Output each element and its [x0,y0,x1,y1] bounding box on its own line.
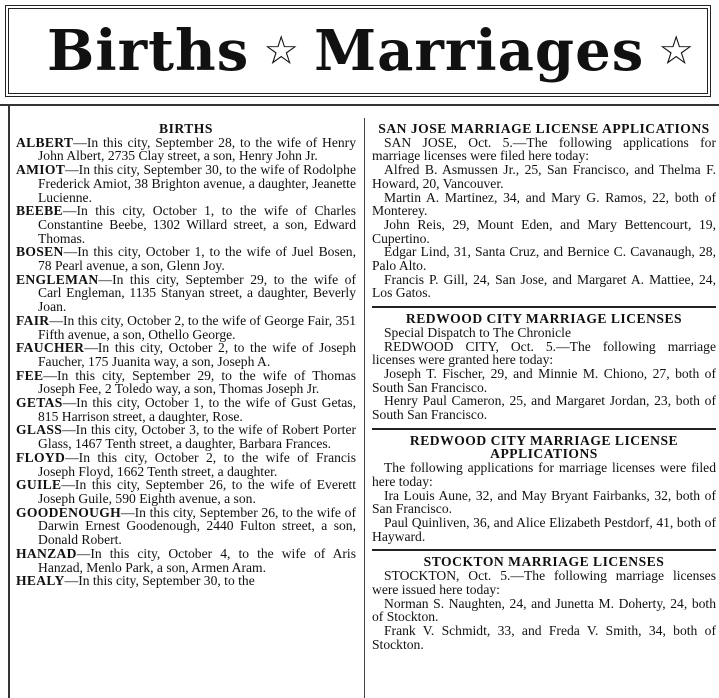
redwood-applications-heading: REDWOOD CITY MARRIAGE LICENSE APPLICATIONS [409,432,679,462]
birth-entry [16,423,356,450]
birth-entry [16,451,356,478]
birth-text: —In this city, September 26, to the wife of Everett Joseph Guile, 590 Eighth avenue, a son. [38,477,356,506]
birth-surname: AMIOT [16,162,66,178]
star-icon: ☆ [658,28,696,74]
birth-text: —In this city, September 29, to the wife of Thomas Joseph Fee, 2 Toledo way, a son, Thomas Joseph Jr. [38,367,356,397]
birth-surname: ENGLEMAN [16,271,99,287]
birth-entry [16,163,356,204]
license-item: Martin A. Martinez, 34, and Mary G. Ramos, 22, both of Monterey. [372,189,716,219]
birth-text: —In this city, October 1, to the wife of Charles Constantine Beebe, 1302 Willard street, a son, Edward Thomas. [38,203,356,246]
birth-text: —In this city, October 2, to the wife of George Fair, 351 Fifth avenue, a son, Othello George. [38,312,356,342]
redwood-applications-intro: The following applications for marriage licenses were filed here today: [372,460,716,489]
birth-surname: FEE [16,367,44,383]
license-item: Henry Paul Cameron, 25, and Margaret Jordan, 23, both of South San Francisco. [372,393,716,423]
births-heading: BIRTHS [159,121,213,136]
birth-entry [16,273,356,314]
license-item: Francis P. Gill, 24, San Jose, and Margaret A. Mattiee, 24, Los Gatos. [372,271,716,301]
birth-entry [16,314,356,341]
birth-surname: FAIR [16,312,50,328]
stockton-items [372,597,716,652]
birth-entry [16,369,356,396]
licenses-column [372,122,716,657]
birth-surname: HANZAD [16,545,77,561]
column-separator [364,118,365,698]
license-item: Edgar Lind, 31, Santa Cruz, and Bernice C. Cavanaugh, 28, Palo Alto. [372,244,716,274]
births-column [16,122,356,588]
birth-surname: FLOYD [16,449,66,465]
birth-surname: GOODENOUGH [16,504,121,520]
birth-entry [16,136,356,163]
birth-entry [16,506,356,547]
redwood-licenses-items [372,367,716,422]
license-item: Norman S. Naughten, 24, and Junetta M. Doherty, 24, both of Stockton. [372,595,716,625]
left-rule [8,104,10,698]
birth-text: —In this city, October 1, to the wife of Juel Bosen, 78 Pearl avenue, a son, Glenn Joy. [38,244,356,274]
birth-text: —In this city, September 30, to the wife of Rodolphe Frederick Amiot, 38 Brighton avenue, a daughter, Jeanette Lucienne. [38,162,356,205]
redwood-applications-section [372,428,716,544]
birth-entry [16,574,356,588]
birth-entry [16,396,356,423]
birth-surname: ALBERT [16,134,74,150]
birth-surname: BEEBE [16,203,63,219]
sanjose-section [372,122,716,300]
birth-text: —In this city, September 28, to the wife of Henry John Albert, 2735 Clay street, a son, Henry John Jr. [38,134,356,164]
redwood-dispatch: Special Dispatch to The Chronicle [384,324,571,340]
birth-surname: BOSEN [16,244,64,260]
birth-entry [16,547,356,574]
license-item: Paul Quinliven, 36, and Alice Elizabeth Pestdorf, 41, both of Hayward. [372,514,716,544]
redwood-applications-items [372,489,716,544]
birth-text: —In this city, October 4, to the wife of Aris Hanzad, Menlo Park, a son, Armen Aram. [38,545,356,575]
license-item: John Reis, 29, Mount Eden, and Mary Bettencourt, 19, Cupertino. [372,216,716,246]
birth-text: —In this city, October 1, to the wife of Gust Getas, 815 Harrison street, a daughter, Rose. [38,395,356,424]
birth-text: —In this city, October 3, to the wife of Robert Porter Glass, 1467 Tenth street, a daughter, Barbara Frances. [38,422,356,452]
birth-surname: FAUCHER [16,340,85,356]
birth-entry [16,478,356,505]
license-item: Ira Louis Aune, 32, and May Bryant Fairbanks, 32, both of San Francisco. [372,487,716,517]
redwood-licenses-heading: REDWOOD CITY MARRIAGE LICENSES [405,311,683,327]
birth-text: —In this city, September 29, to the wife of Carl Engleman, 1135 Stanyan street, a daughter, Beverly Joan. [38,271,356,315]
top-rule [0,104,719,106]
license-item: Alfred B. Asmussen Jr., 25, San Francisco, and Thelma F. Howard, 20, Vancouver. [372,162,716,191]
birth-surname: HEALY [16,573,65,589]
birth-text: —In this city, September 26, to the wife of Darwin Ernest Goodenough, 2440 Fulton street, a son, Donald Robert. [38,504,356,548]
stockton-heading: STOCKTON MARRIAGE LICENSES [423,554,665,570]
sanjose-items [372,163,716,300]
title-births: Births [47,18,250,84]
license-item: Joseph T. Fischer, 29, and Minnie M. Chiono, 27, both of South San Francisco. [372,365,716,395]
sanjose-heading: SAN JOSE MARRIAGE LICENSE APPLICATIONS [378,121,710,136]
sanjose-intro: SAN JOSE, Oct. 5.—The following applications for marriage licenses were filed here today: [372,134,716,164]
birth-text: —In this city, October 2, to the wife of Francis Joseph Floyd, 1662 Tenth street, a daughter. [38,449,356,479]
birth-surname: GLASS [16,422,63,438]
redwood-licenses-intro: REDWOOD CITY, Oct. 5.—The following marriage licenses were granted here today: [372,338,716,368]
birth-surname: GETAS [16,395,63,411]
license-item: Frank V. Schmidt, 33, and Freda V. Smith, 34, both of Stockton. [372,622,716,652]
masthead-banner [5,5,711,97]
birth-surname: GUILE [16,477,62,493]
birth-text: —In this city, September 30, to the [64,573,255,589]
star-icon: ☆ [263,28,301,74]
birth-entry [16,204,356,245]
masthead-title [47,18,695,84]
birth-entry [16,245,356,272]
redwood-licenses-section [372,306,716,422]
title-marriages: Marriages [314,18,645,84]
births-list [16,136,356,588]
birth-text: —In this city, October 2, to the wife of Joseph Faucher, 175 Juanita way, a son, Joseph A. [38,340,356,369]
birth-entry [16,341,356,368]
stockton-intro: STOCKTON, Oct. 5.—The following marriage licenses were issued here today: [372,568,716,597]
stockton-section [372,549,716,651]
